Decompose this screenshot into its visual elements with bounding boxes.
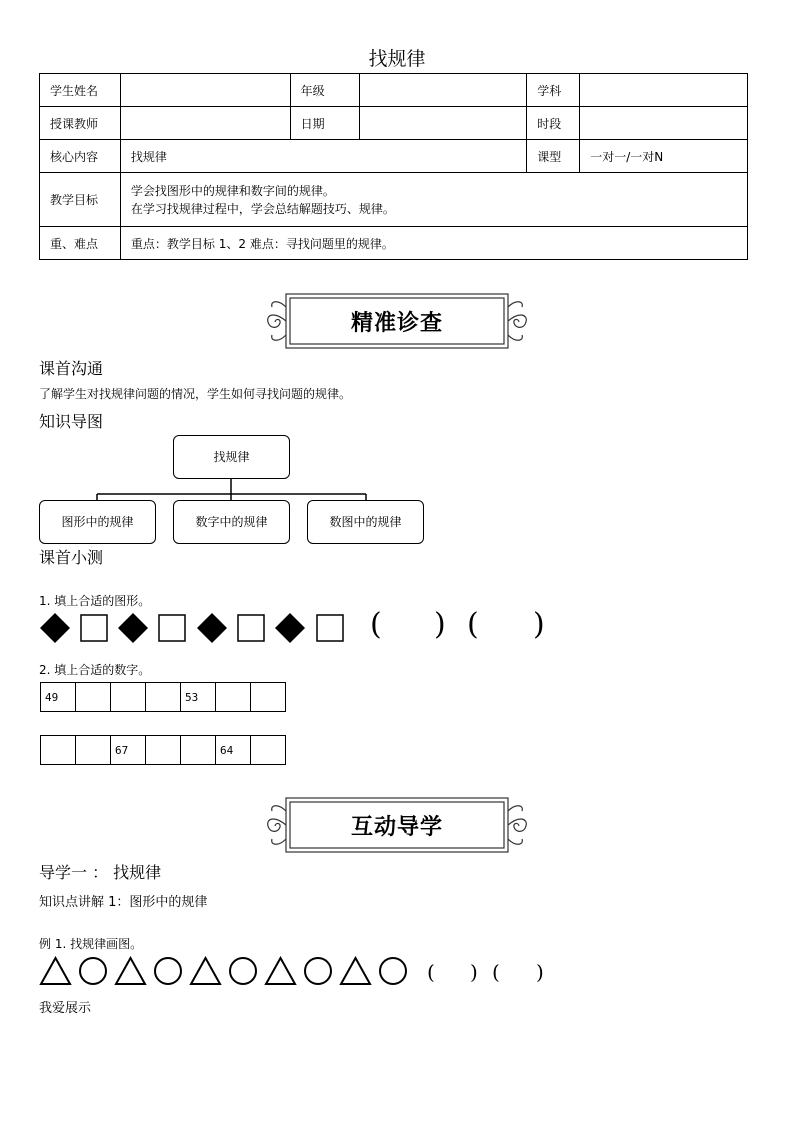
number-cell[interactable] xyxy=(251,736,286,765)
square-icon xyxy=(237,614,265,642)
triangle-icon xyxy=(39,956,72,986)
number-cell[interactable] xyxy=(181,736,216,765)
answer-blank-close: ) xyxy=(470,960,478,984)
quiz-question-2: 2. 填上合适的数字。 xyxy=(39,663,151,677)
page-title: 找规律 xyxy=(368,48,426,70)
goal-label: 教学目标 xyxy=(40,173,121,227)
teacher-label: 授课教师 xyxy=(40,107,121,140)
number-cell[interactable] xyxy=(76,683,111,712)
answer-blank-open: ( xyxy=(467,607,479,642)
number-row-1 xyxy=(40,682,286,712)
diamond-icon xyxy=(196,612,228,644)
number-cell[interactable] xyxy=(146,683,181,712)
number-row-2 xyxy=(40,735,286,765)
square-icon xyxy=(158,614,186,642)
show-label: 我爱展示 xyxy=(39,1001,92,1016)
circle-icon xyxy=(153,956,183,986)
grade-label: 年级 xyxy=(290,74,359,107)
number-cell[interactable] xyxy=(76,736,111,765)
map-child-node-shape: 图形中的规律 xyxy=(39,500,156,544)
quiz-question-1: 1. 填上合适的图形。 xyxy=(39,594,151,608)
subject-label: 学科 xyxy=(527,74,580,107)
answer-blank-close: ) xyxy=(434,607,446,642)
answer-blank-close: ) xyxy=(536,960,544,984)
goal-line-2: 在学习找规律过程中，学会总结解题技巧、规律。 xyxy=(130,201,395,216)
key-points-label: 重、难点 xyxy=(40,227,121,260)
circle-icon xyxy=(303,956,333,986)
heading-course-talk: 课首沟通 xyxy=(39,359,104,378)
number-cell: 53 xyxy=(181,683,216,712)
answer-blank-open: ( xyxy=(492,960,500,984)
course-talk-text: 了解学生对找规律问题的情况，学生如何寻找问题的规律。 xyxy=(39,387,352,401)
diamond-icon xyxy=(39,612,71,644)
core-content-label: 核心内容 xyxy=(40,140,121,173)
number-cell[interactable] xyxy=(146,736,181,765)
diamond-icon xyxy=(117,612,149,644)
circle-icon xyxy=(228,956,258,986)
map-child-node-mixed: 数图中的规律 xyxy=(307,500,424,544)
heading-quiz: 课首小测 xyxy=(39,548,104,567)
lesson-type-label: 课型 xyxy=(527,140,580,173)
knowledge-map-connectors xyxy=(0,0,794,560)
number-cell[interactable] xyxy=(111,683,146,712)
number-cell: 67 xyxy=(111,736,146,765)
heading-knowledge-map: 知识导图 xyxy=(39,412,104,431)
map-root-node: 找规律 xyxy=(173,435,290,479)
answer-blank-close: ) xyxy=(533,607,545,642)
banner-title: 精准诊查 xyxy=(350,310,443,336)
knowledge-point-1: 知识点讲解 1：图形中的规律 xyxy=(39,895,208,910)
triangle-icon xyxy=(264,956,297,986)
circle-icon xyxy=(78,956,108,986)
square-icon xyxy=(316,614,344,642)
goal-line-1: 学会找图形中的规律和数字间的规律。 xyxy=(130,183,335,198)
map-child-node-number: 数字中的规律 xyxy=(173,500,290,544)
student-name-label: 学生姓名 xyxy=(40,74,121,107)
diamond-icon xyxy=(274,612,306,644)
number-cell[interactable] xyxy=(251,683,286,712)
banner-interactive xyxy=(262,793,532,857)
circle-icon xyxy=(378,956,408,986)
triangle-icon xyxy=(339,956,372,986)
answer-blank-open: ( xyxy=(427,960,435,984)
triangle-icon xyxy=(114,956,147,986)
answer-blank-open: ( xyxy=(370,607,382,642)
key-points-value: 重点：教学目标 1、2 难点：寻找问题里的规律。 xyxy=(120,227,747,260)
number-cell[interactable] xyxy=(216,683,251,712)
lesson-type-value: 一对一/一对N xyxy=(580,140,748,173)
core-content-value: 找规律 xyxy=(120,140,526,173)
period-label: 时段 xyxy=(527,107,580,140)
square-icon xyxy=(80,614,108,642)
example-1: 例 1. 找规律画图。 xyxy=(39,937,143,951)
banner-title: 互动导学 xyxy=(350,814,443,840)
number-cell: 49 xyxy=(41,683,76,712)
heading-guide-1: 导学一 ： 找规律 xyxy=(39,863,162,882)
date-label: 日期 xyxy=(290,107,359,140)
number-cell: 64 xyxy=(216,736,251,765)
triangle-icon xyxy=(189,956,222,986)
number-cell[interactable] xyxy=(41,736,76,765)
